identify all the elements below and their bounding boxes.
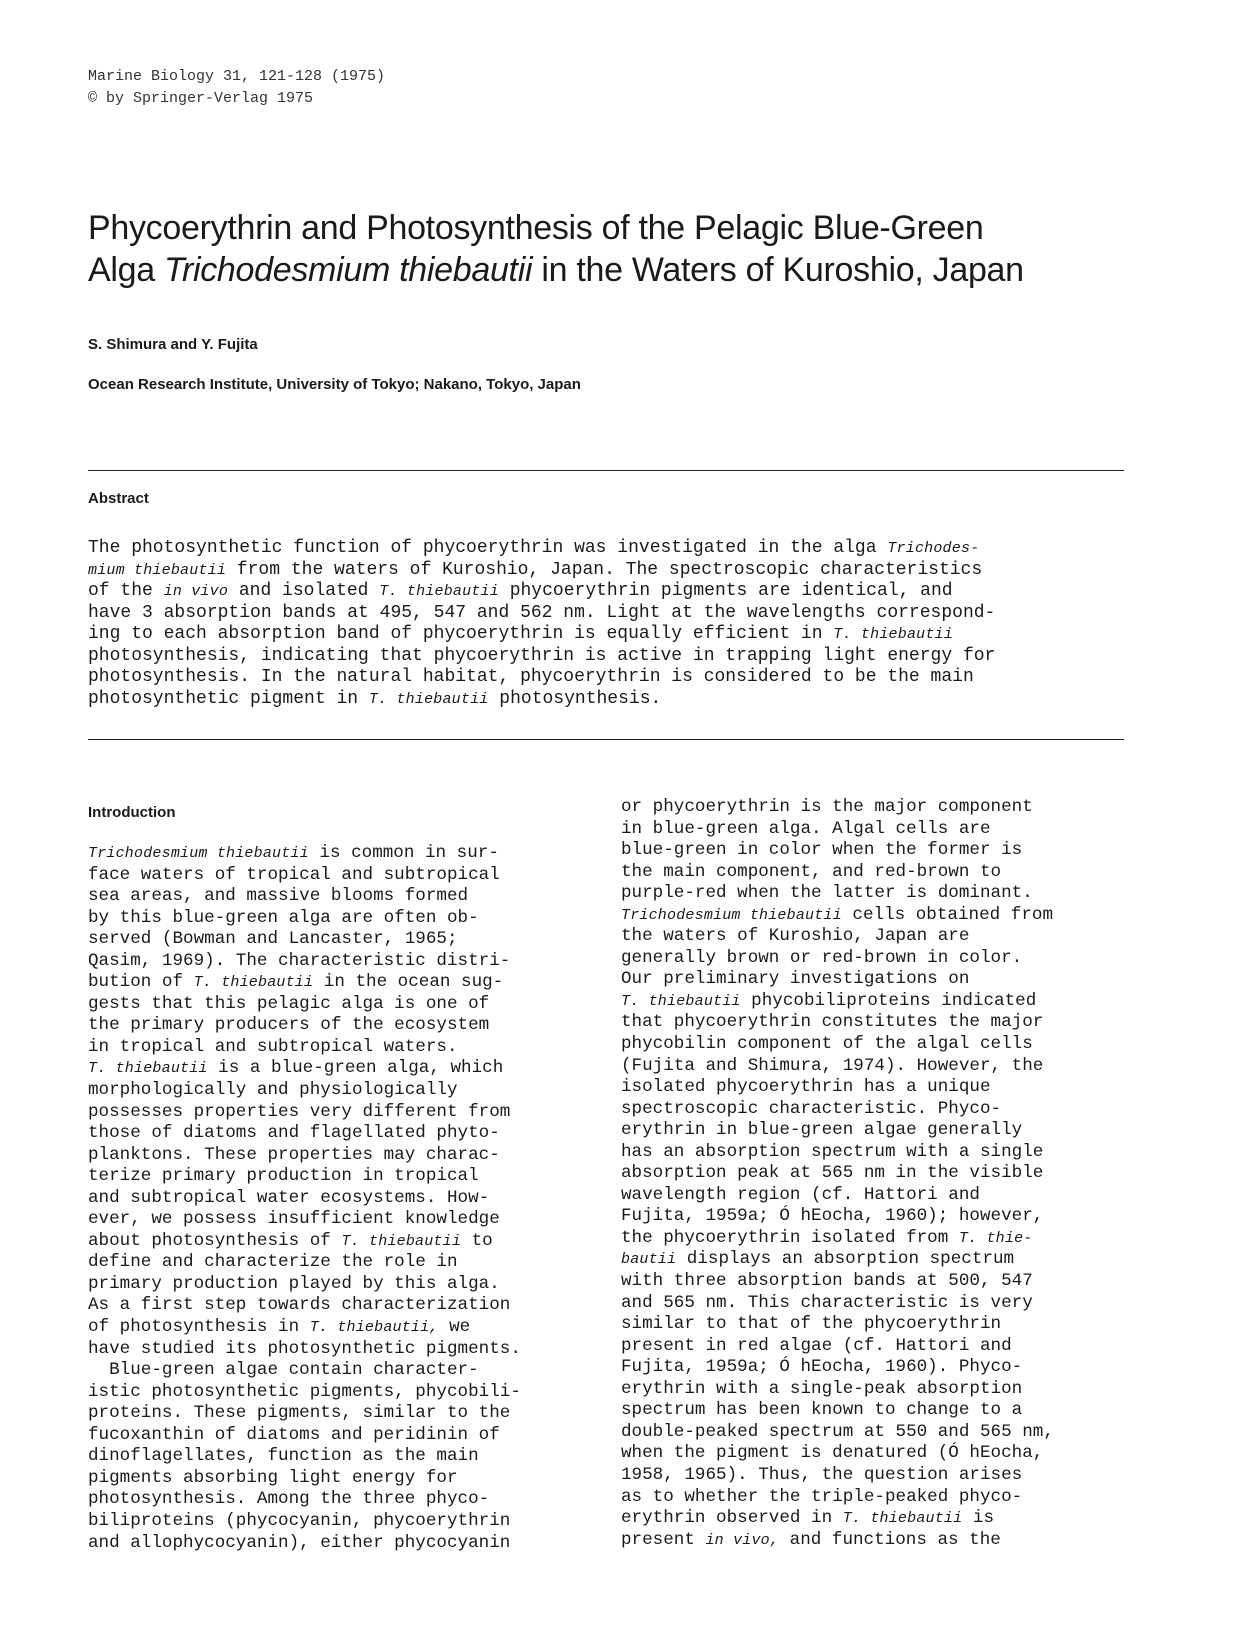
italic-text: T. thiebautii xyxy=(621,992,741,1010)
body-text: spectroscopic characteristic. Phyco- xyxy=(621,1098,1002,1119)
body-text: similar to that of the phycoerythrin xyxy=(621,1314,1002,1335)
body-text: that phycoerythrin constitutes the major xyxy=(621,1012,1044,1033)
italic-text: mium thiebautii xyxy=(88,561,227,579)
italic-text: Trichodes- xyxy=(887,540,980,557)
title-line-2-pre: Alga xyxy=(88,251,164,289)
body-text: with three absorption bands at 500, 547 xyxy=(621,1271,1033,1292)
body-text: phycobilin component of the algal cells xyxy=(621,1034,1033,1055)
body-text: those of diatoms and flagellated phyto- xyxy=(88,1123,500,1144)
body-text: face waters of tropical and subtropical xyxy=(88,864,500,885)
body-text: in tropical and subtropical waters. xyxy=(88,1036,458,1057)
body-text: when the pigment is denatured (Ó hEocha, xyxy=(621,1443,1044,1464)
body-text: photosynthesis, indicating that phycoerythrin is active in trapping light energy for xyxy=(88,645,996,666)
body-text: gests that this pelagic alga is one of xyxy=(88,993,490,1014)
body-text: Fujita, 1959a; Ó hEocha, 1960); however, xyxy=(621,1206,1044,1227)
body-text: is common in sur- xyxy=(308,843,499,863)
title-line-1: Phycoerythrin and Photosynthesis of the Pelagic Blue-Green xyxy=(88,209,984,247)
body-text: spectrum has been known to change to a xyxy=(621,1400,1023,1421)
authors: S. Shimura and Y. Fujita xyxy=(88,336,258,353)
body-text: erythrin in blue-green algae generally xyxy=(621,1120,1023,1141)
abstract-top-rule xyxy=(88,470,1124,471)
body-text: blue-green in color when the former is xyxy=(621,840,1023,861)
body-text: we xyxy=(438,1317,471,1338)
body-text: ing to each absorption band of phycoerythrin is equally efficient in xyxy=(88,624,834,644)
body-text: phycoerythrin pigments are identical, and xyxy=(498,581,953,601)
body-text: the waters of Kuroshio, Japan are xyxy=(621,926,970,947)
body-text: dinoflagellates, function as the main xyxy=(88,1446,479,1467)
body-text: in blue-green alga. Algal cells are xyxy=(621,818,991,839)
body-text: photosynthesis. In the natural habitat, phycoerythrin is considered to be the main xyxy=(88,667,974,687)
body-text: have 3 absorption bands at 495, 547 and 562 nm. Light at the wavelengths correspond- xyxy=(88,602,996,623)
body-text: served (Bowman and Lancaster, 1965; xyxy=(88,929,458,950)
italic-text: T. thiebautii xyxy=(833,626,953,643)
body-text: and 565 nm. This characteristic is very xyxy=(621,1292,1033,1313)
body-text: 1958, 1965). Thus, the question arises xyxy=(621,1464,1023,1485)
italic-text: T. thiebautii, xyxy=(309,1319,439,1337)
italic-text: T. thiebautii xyxy=(193,974,314,992)
title-line-2-post: in the Waters of Kuroshio, Japan xyxy=(532,251,1024,289)
body-text: possesses properties very different from xyxy=(88,1101,511,1122)
body-text: about photosynthesis of xyxy=(88,1230,342,1251)
body-text: fucoxanthin of diatoms and peridinin of xyxy=(88,1424,500,1445)
body-text: purple-red when the latter is dominant. xyxy=(621,883,1033,904)
body-text: the phycoerythrin isolated from xyxy=(621,1227,959,1248)
body-text: morphologically and physiologically xyxy=(88,1080,458,1101)
italic-text: in vivo, xyxy=(705,1531,780,1549)
body-text: in the ocean sug- xyxy=(313,972,504,993)
body-text: sea areas, and massive blooms formed xyxy=(88,886,469,907)
body-text: and isolated xyxy=(228,581,380,601)
body-text: and allophycocyanin), either phycocyanin xyxy=(88,1532,511,1553)
body-text: photosynthesis. xyxy=(488,688,662,709)
body-text: planktons. These properties may charac- xyxy=(88,1144,500,1165)
title-species: Trichodesmium thiebautii xyxy=(164,251,533,289)
body-text: phycobiliproteins indicated xyxy=(740,990,1037,1011)
body-text: cells obtained from xyxy=(841,904,1054,925)
body-text: is xyxy=(962,1508,995,1529)
body-text: ever, we possess insufficient knowledge xyxy=(88,1209,500,1230)
body-text: and functions as the xyxy=(779,1529,1001,1550)
italic-text: T. thiebautii xyxy=(368,690,489,708)
body-text: absorption peak at 565 nm in the visible xyxy=(621,1163,1044,1184)
abstract-heading: Abstract xyxy=(88,490,149,507)
body-text: istic photosynthetic pigments, phycobili- xyxy=(88,1381,521,1402)
body-text: erythrin with a single-peak absorption xyxy=(621,1378,1023,1399)
body-text: displays an absorption spectrum xyxy=(676,1249,1015,1270)
body-text: define and characterize the role in xyxy=(88,1252,458,1273)
copyright-line: © by Springer-Verlag 1975 xyxy=(88,90,314,107)
body-text: (Fujita and Shimura, 1974). However, the xyxy=(621,1055,1044,1076)
italic-text: T. thiebautii xyxy=(379,583,499,600)
body-text: the main component, and red-brown to xyxy=(621,861,1002,882)
italic-text: T. thiebautii xyxy=(88,1060,208,1078)
body-text: or phycoerythrin is the major component xyxy=(621,797,1033,817)
body-text: is a blue-green alga, which xyxy=(207,1058,504,1079)
body-text: present xyxy=(621,1529,706,1550)
body-text: from the waters of Kuroshio, Japan. The spectroscopic characteristics xyxy=(226,559,983,580)
italic-text: Trichodesmium thiebautii xyxy=(88,845,309,862)
body-text: isolated phycoerythrin has a unique xyxy=(621,1077,991,1098)
body-text: terize primary production in tropical xyxy=(88,1166,479,1187)
journal-citation: Marine Biology 31, 121-128 (1975) xyxy=(88,68,386,85)
introduction-left-column xyxy=(88,843,521,1554)
body-text: photosynthetic pigment in xyxy=(88,688,369,709)
body-text: proteins. These pigments, similar to the xyxy=(88,1403,511,1424)
body-text: of the xyxy=(88,581,164,601)
body-text: primary production played by this alga. xyxy=(88,1273,500,1294)
body-text: Our preliminary investigations on xyxy=(621,969,970,990)
italic-text: Trichodesmium thiebautii xyxy=(621,906,842,924)
body-text: biliproteins (phycocyanin, phycoerythrin xyxy=(88,1510,511,1531)
abstract-bottom-rule xyxy=(88,739,1124,740)
body-text: have studied its photosynthetic pigments. xyxy=(88,1338,521,1359)
body-text: photosynthesis. Among the three phyco- xyxy=(88,1489,490,1510)
body-text: the primary producers of the ecosystem xyxy=(88,1015,490,1036)
body-text: has an absorption spectrum with a single xyxy=(621,1141,1044,1162)
affiliation: Ocean Research Institute, University of Tokyo; Nakano, Tokyo, Japan xyxy=(88,376,581,393)
body-text: generally brown or red-brown in color. xyxy=(621,947,1023,968)
body-text: The photosynthetic function of phycoerythrin was investigated in the alga xyxy=(88,538,888,558)
italic-text: in vivo xyxy=(163,583,229,600)
body-text: of photosynthesis in xyxy=(88,1317,310,1338)
body-text: present in red algae (cf. Hattori and xyxy=(621,1335,1012,1356)
introduction-right-column xyxy=(621,797,1054,1551)
body-text: by this blue-green alga are often ob- xyxy=(88,907,479,928)
body-text: As a first step towards characterization xyxy=(88,1295,511,1316)
body-text: as to whether the triple-peaked phyco- xyxy=(621,1486,1023,1507)
body-text: Blue-green algae contain character- xyxy=(88,1360,479,1381)
italic-text: T. thiebautii xyxy=(341,1232,462,1250)
journal-header xyxy=(88,66,385,110)
italic-text: bautii xyxy=(621,1251,677,1269)
body-text: Fujita, 1959a; Ó hEocha, 1960). Phyco- xyxy=(621,1357,1023,1378)
body-text: to xyxy=(461,1230,493,1251)
body-text: and subtropical water ecosystems. How- xyxy=(88,1187,490,1208)
italic-text: T. thie- xyxy=(958,1229,1033,1247)
body-text: erythrin observed in xyxy=(621,1508,843,1529)
body-text: bution of xyxy=(88,972,194,993)
body-text: double-peaked spectrum at 550 and 565 nm, xyxy=(621,1421,1054,1442)
italic-text: T. thiebautii xyxy=(842,1510,963,1528)
body-text: Qasim, 1969). The characteristic distri- xyxy=(88,950,511,971)
abstract-body xyxy=(88,538,1138,710)
paper-title xyxy=(88,207,1188,291)
introduction-heading: Introduction xyxy=(88,804,176,821)
body-text: wavelength region (cf. Hattori and xyxy=(621,1184,980,1205)
body-text: pigments absorbing light energy for xyxy=(88,1467,458,1488)
